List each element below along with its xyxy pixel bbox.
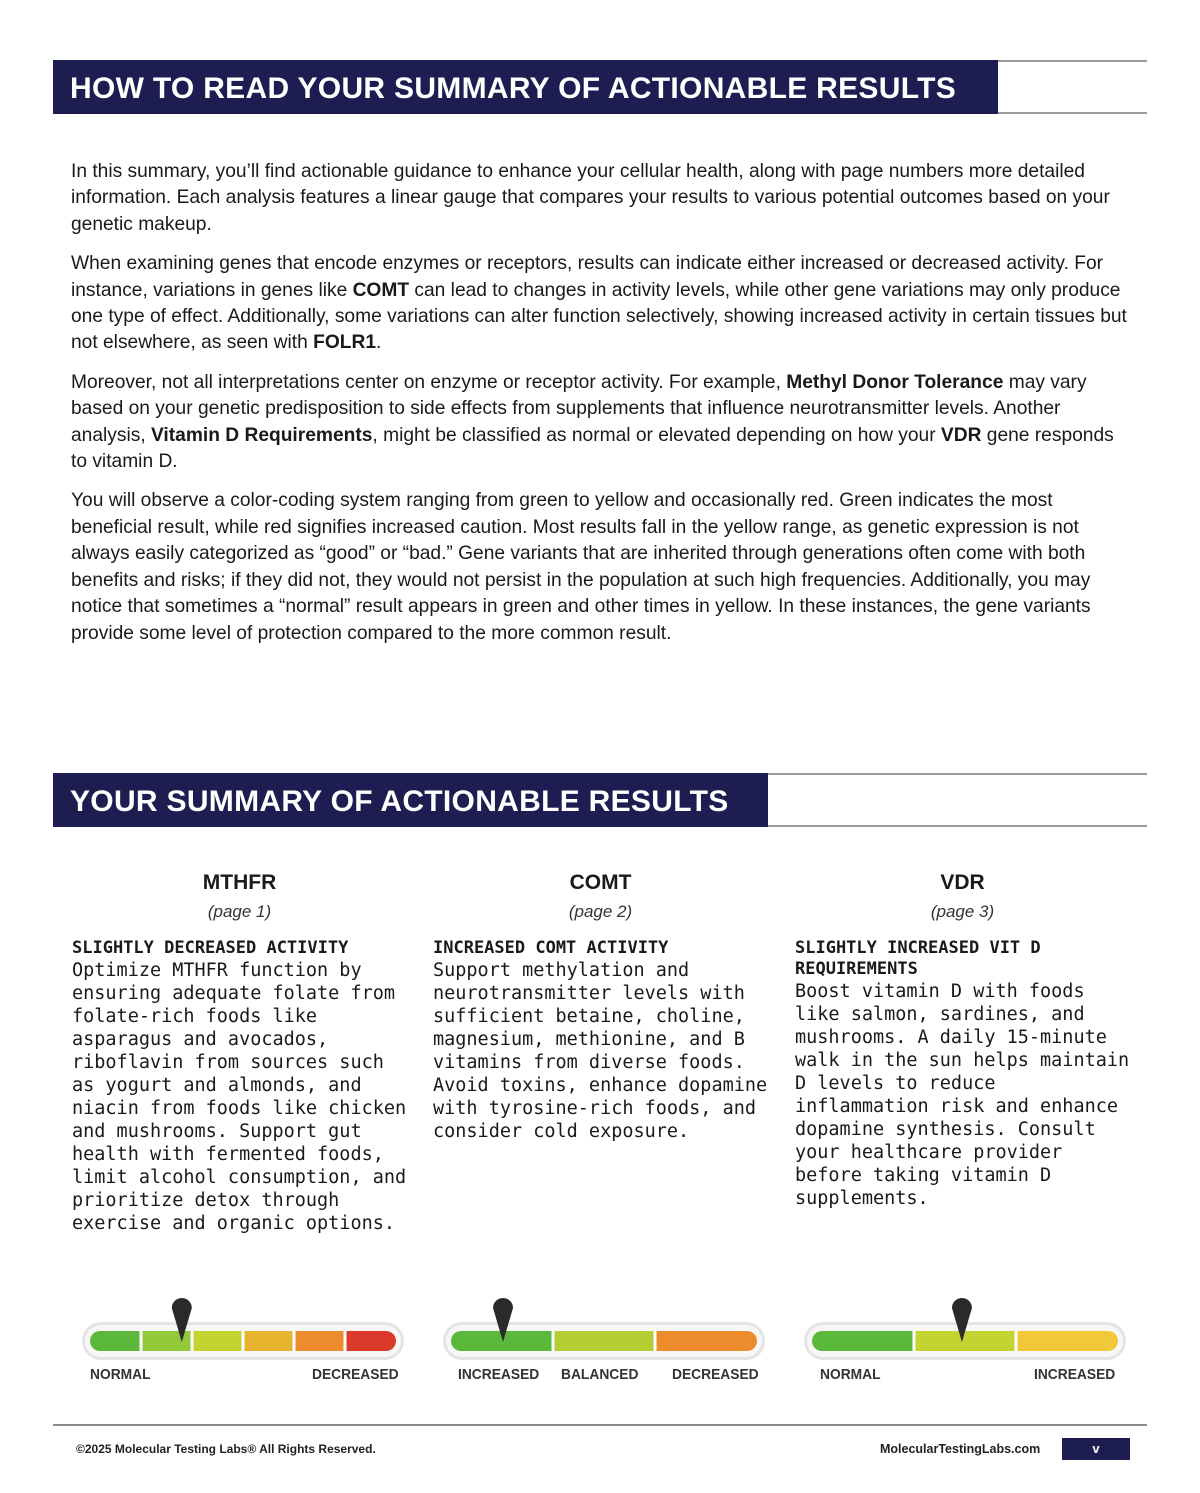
result-comt [433, 868, 768, 1143]
gauge-divider [191, 1331, 194, 1351]
page-reference: (page 1) [207, 902, 272, 921]
website-link: MolecularTestingLabs.com [880, 1442, 1041, 1456]
gauge-divider [293, 1331, 296, 1351]
section-title: YOUR SUMMARY OF ACTIONABLE RESULTS [70, 785, 729, 818]
header-rule-bottom [768, 825, 1147, 827]
page-number: v [1062, 1438, 1130, 1460]
gauge-segment [192, 1331, 243, 1351]
gauge-segments [812, 1331, 1118, 1351]
header-rule-top [998, 60, 1147, 62]
intro-paragraph-3: Moreover, not all interpretations center on enzyme or receptor activity. For example, Methyl Donor Tolerance may vary based on your genetic predisposition to side effects from supplements that influence neurotransmitter levels. Another analysis, Vitamin D Requirements, might be classified as normal or elevated depending on how your VDR gene responds to vitamin D. [71, 371, 1114, 473]
gene-name: MTHFR [202, 871, 277, 894]
header-rule-top [768, 773, 1147, 775]
gauge-label-left: INCREASED [458, 1366, 540, 1383]
gauge-comt [441, 1296, 767, 1383]
gauge-segment [294, 1331, 345, 1351]
result-description: Optimize MTHFR function by ensuring adequate folate from folate-rich foods like asparagus and avocados, riboflavin from sources such as yogurt and almonds, and niacin from foods like chicken and mushrooms. Support gut health with fermented foods, limit alcohol consumption, and prioritize detox through exercise and organic options. [72, 960, 407, 1234]
gauge-segment [914, 1331, 1016, 1351]
gauge-svg [802, 1296, 1128, 1366]
section-title: HOW TO READ YOUR SUMMARY OF ACTIONABLE RESULTS [70, 72, 957, 105]
gauge-vdr [802, 1296, 1128, 1383]
gauge-svg [441, 1296, 767, 1366]
gauge-label-right: DECREASED [672, 1366, 759, 1383]
gauge-divider [344, 1331, 347, 1351]
intro-paragraph-4: You will observe a color-coding system ranging from green to yellow and occasionally red. Green indicates the most beneficial result, while red signifies increased caution. Most results fall in the yellow range, as genetic expression is not always easily categorized as “good” or “bad.” Gene variants that are inherited through generations often come with both benefits and risks; if they did not, they would not persist in the population at such high frequencies. Additionally, you may notice that sometimes a “normal” result appears in green and other times in yellow. In these instances, the gene variants provide some level of protection compared to the more common result. [71, 490, 1091, 644]
page-reference: (page 2) [568, 902, 633, 921]
gauge-segment [812, 1331, 914, 1351]
header-rule-bottom [998, 112, 1147, 114]
result-description: Boost vitamin D with foods like salmon, sardines, and mushrooms. A daily 15-minute walk in the sun helps maintain D levels to reduce inflammation risk and enhance dopamine synthesis. Consult your healthcare provider before taking vitamin D supplements. [795, 981, 1130, 1209]
summary-header [53, 773, 1147, 827]
result-status: SLIGHTLY DECREASED ACTIVITY [72, 938, 349, 958]
gauge-label-left: NORMAL [90, 1366, 151, 1383]
gauge-mthfr [80, 1296, 406, 1383]
gauge-segment [345, 1331, 396, 1351]
copyright: ©2025 Molecular Testing Labs® All Rights Reserved. [76, 1442, 376, 1456]
gauge-divider [242, 1331, 245, 1351]
gauge-label-middle: BALANCED [561, 1366, 639, 1383]
intro-text [71, 159, 1131, 660]
gauge-divider [654, 1331, 657, 1351]
gauge-segments [90, 1331, 396, 1351]
gauge-divider [552, 1331, 555, 1351]
gene-name: VDR [940, 871, 985, 894]
result-vdr [795, 868, 1130, 1210]
intro-paragraph-2: When examining genes that encode enzymes or receptors, results can indicate either increased or decreased activity. For instance, variations in genes like COMT can lead to changes in activity levels, while other gene variations may only produce one type of effect. Additionally, some variations can alter function selectively, showing increased activity in certain tissues but not elsewhere, as seen with FOLR1. [71, 253, 1127, 354]
header-bar [53, 60, 998, 114]
intro-paragraph-1: In this summary, you’ll find actionable guidance to enhance your cellular health, along with page numbers more detailed information. Each analysis features a linear gauge that compares your results to various potential outcomes based on your genetic makeup. [71, 161, 1110, 235]
gauge-segment [655, 1331, 757, 1351]
gauge-segment [243, 1331, 294, 1351]
gauge-segment [1016, 1331, 1118, 1351]
gauge-label-right: INCREASED [1034, 1366, 1116, 1383]
gauge-segments [451, 1331, 757, 1351]
result-status: INCREASED COMT ACTIVITY [433, 938, 669, 958]
gauge-divider [140, 1331, 143, 1351]
gauge-svg [80, 1296, 406, 1366]
header-bar [53, 773, 768, 827]
gene-name: COMT [569, 871, 632, 894]
result-mthfr [72, 868, 407, 1235]
gauge-divider [913, 1331, 916, 1351]
result-status: SLIGHTLY INCREASED VIT D REQUIREMENTS [795, 938, 1041, 979]
gauge-label-left: NORMAL [820, 1366, 881, 1383]
footer-rule [53, 1424, 1147, 1426]
page-reference: (page 3) [930, 902, 995, 921]
result-description: Support methylation and neurotransmitter levels with sufficient betaine, choline, magnesium, methionine, and B vitamins from diverse foods. Avoid toxins, enhance dopamine with tyrosine-rich foods, and consider cold exposure. [433, 960, 768, 1142]
gauge-label-right: DECREASED [312, 1366, 399, 1383]
gauge-divider [1015, 1331, 1018, 1351]
how-to-read-header [53, 60, 1147, 114]
gauge-segment [553, 1331, 655, 1351]
gauge-segment [141, 1331, 192, 1351]
gauge-segment [90, 1331, 141, 1351]
